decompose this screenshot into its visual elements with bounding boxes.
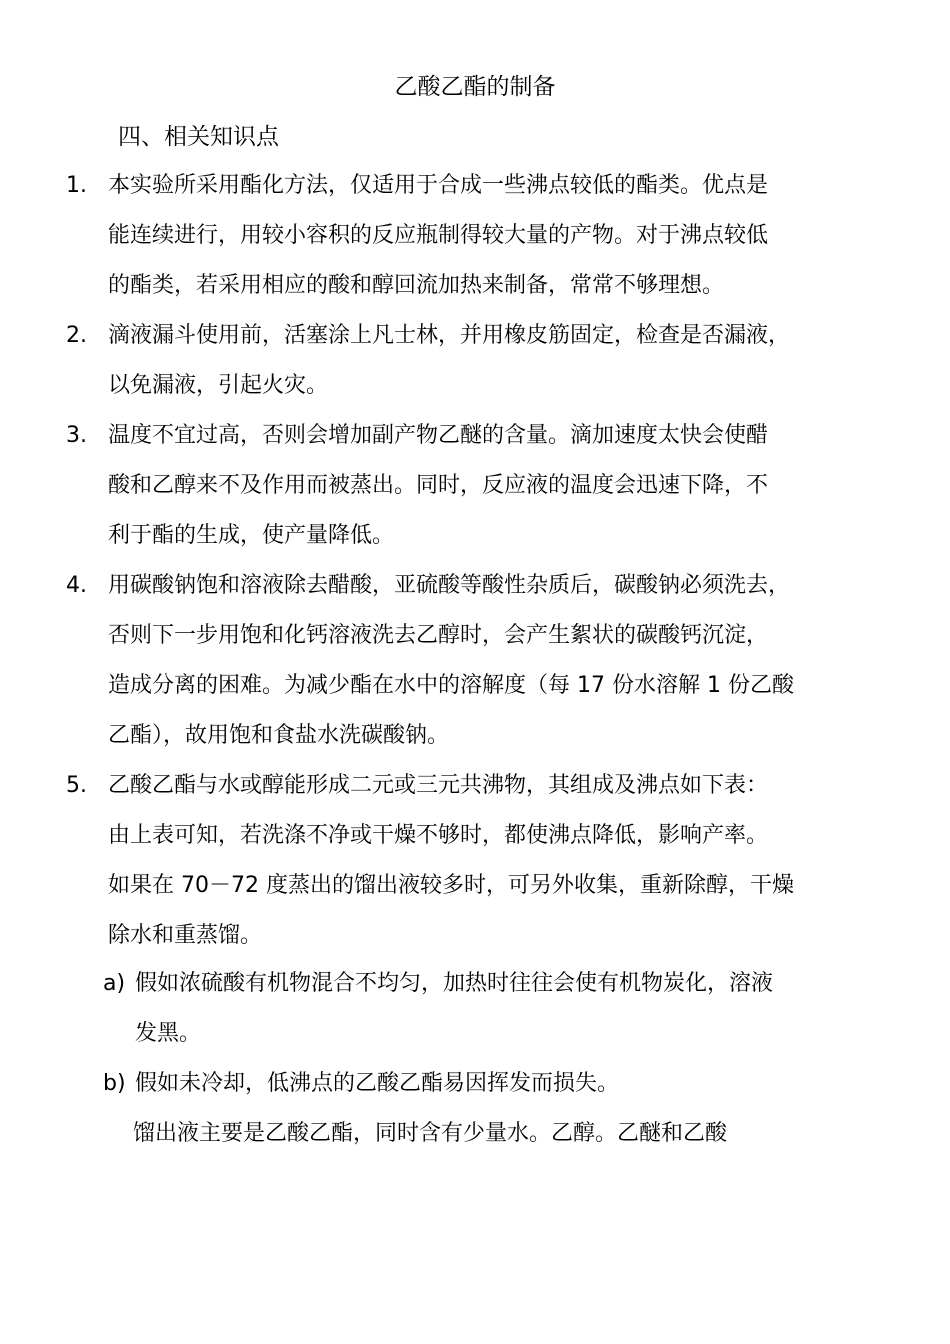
item-line: 利于酯的生成，使产量降低。: [108, 523, 395, 548]
closing-paragraph: 馏出液主要是乙酸乙酯，同时含有少量水。乙醇。乙醚和乙酸: [133, 1121, 728, 1146]
item-line: 本实验所采用酯化方法，仅适用于合成一些沸点较低的酯类。优点是: [108, 173, 769, 198]
section-heading: 四、相关知识点: [118, 124, 279, 150]
document-title: 乙酸乙酯的制备: [394, 74, 556, 100]
item-line: 如果在 70－72 度蒸出的馏出液较多时，可另外收集，重新除醇，干燥: [108, 873, 794, 898]
sub-item-marker: b): [103, 1071, 126, 1096]
sub-item-line: 假如浓硫酸有机物混合不均匀，加热时往往会使有机物炭化，溶液: [135, 971, 774, 996]
item-line: 用碳酸钠饱和溶液除去醋酸，亚硫酸等酸性杂质后，碳酸钠必须洗去，: [108, 573, 791, 598]
item-number: 3.: [66, 423, 87, 448]
item-line: 能连续进行，用较小容积的反应瓶制得较大量的产物。对于沸点较低: [108, 223, 769, 248]
item-line: 乙酯），故用饱和食盐水洗碳酸钠。: [108, 723, 450, 748]
item-number: 2.: [66, 323, 87, 348]
item-line: 以免漏液，引起火灾。: [108, 373, 329, 398]
sub-item-marker: a): [103, 971, 126, 996]
item-line: 酸和乙醇来不及作用而被蒸出。同时，反应液的温度会迅速下降，不: [108, 473, 769, 498]
item-line: 的酯类，若采用相应的酸和醇回流加热来制备，常常不够理想。: [108, 273, 725, 298]
item-number: 1.: [66, 173, 87, 198]
item-line: 滴液漏斗使用前，活塞涂上凡士林，并用橡皮筋固定，检查是否漏液，: [108, 323, 791, 348]
item-line: 由上表可知，若洗涤不净或干燥不够时，都使沸点降低，影响产率。: [108, 823, 769, 848]
item-number: 4.: [66, 573, 87, 598]
item-line: 温度不宜过高，否则会增加副产物乙醚的含量。滴加速度太快会使醋: [108, 423, 769, 448]
item-line: 乙酸乙酯与水或醇能形成二元或三元共沸物，其组成及沸点如下表：: [108, 773, 769, 798]
sub-item-line: 发黑。: [135, 1021, 202, 1046]
item-number: 5.: [66, 773, 87, 798]
item-line: 造成分离的困难。为减少酯在水中的溶解度（每 17 份水溶解 1 份乙酸: [108, 673, 794, 698]
item-line: 除水和重蒸馏。: [108, 923, 263, 948]
item-line: 否则下一步用饱和化钙溶液洗去乙醇时，会产生絮状的碳酸钙沉淀，: [108, 623, 769, 648]
sub-item-line: 假如未冷却，低沸点的乙酸乙酯易因挥发而损失。: [135, 1071, 620, 1096]
